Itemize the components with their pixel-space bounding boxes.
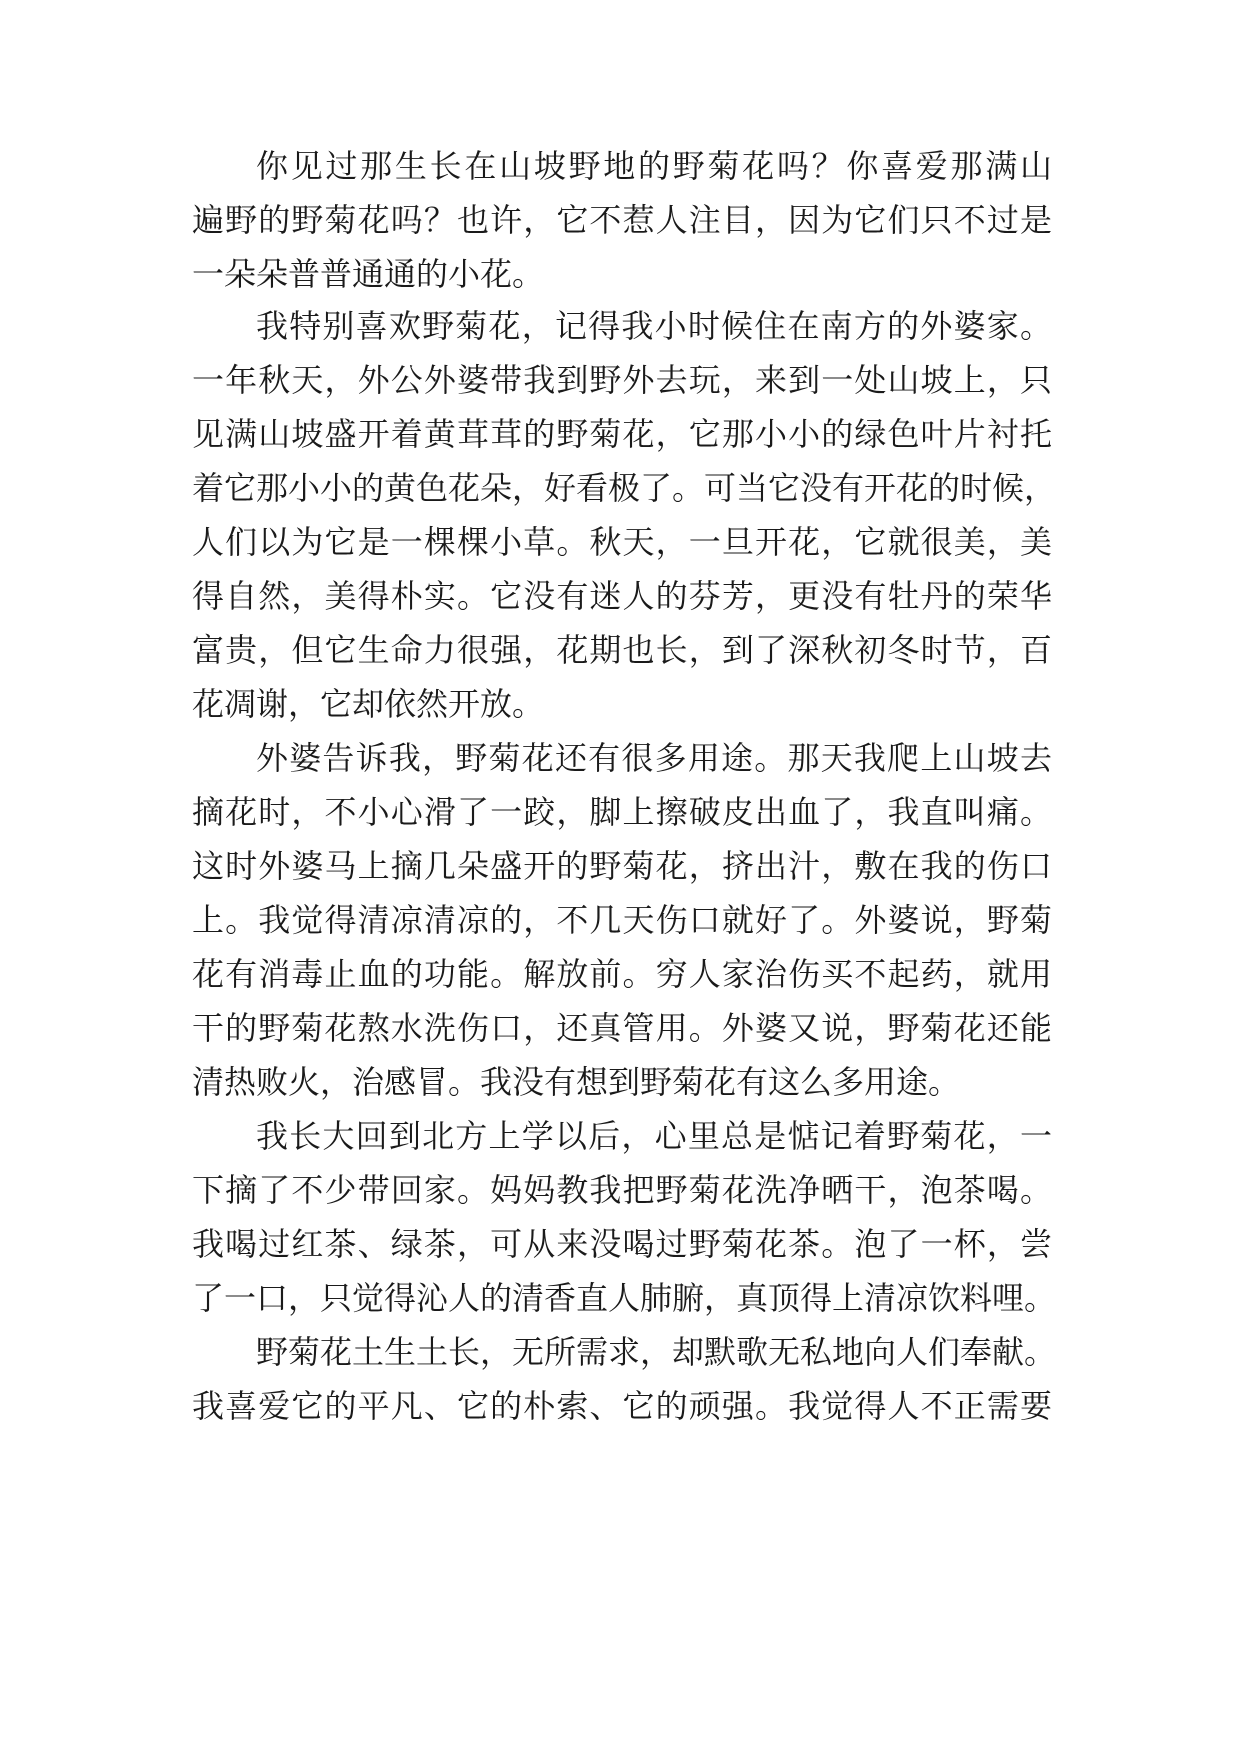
text-line: 着它那小小的黄色花朵，好看极了。可当它没有开花的时候， <box>192 469 1057 507</box>
text-line: 一朵朵普普通通的小花。 <box>192 255 545 293</box>
text-line: 我喝过红茶、绿茶，可从来没喝过野菊花茶。泡了一杯，尝 <box>192 1225 1052 1263</box>
text-line: 我长大回到北方上学以后，心里总是惦记着野菊花，一 <box>256 1117 1052 1155</box>
text-line: 花有消毒止血的功能。解放前。穷人家治伤买不起药，就用 <box>192 955 1052 993</box>
text-line: 我喜爱它的平凡、它的朴索、它的顽强。我觉得人不正需要 <box>192 1387 1052 1425</box>
text-line: 人们以为它是一棵棵小草。秋天，一旦开花，它就很美，美 <box>192 523 1052 561</box>
text-line: 摘花时，不小心滑了一跤，脚上擦破皮出血了，我直叫痛。 <box>192 793 1052 831</box>
text-line: 这时外婆马上摘几朵盛开的野菊花，挤出汁，敷在我的伤口 <box>192 847 1052 885</box>
text-line: 花凋谢，它却依然开放。 <box>192 685 545 723</box>
text-line: 得自然，美得朴实。它没有迷人的芬芳，更没有牡丹的荣华 <box>192 577 1052 615</box>
text-line: 外婆告诉我，野菊花还有很多用途。那天我爬上山坡去 <box>256 739 1052 777</box>
text-line: 了一口，只觉得沁人的清香直人肺腑，真顶得上清凉饮料哩。 <box>192 1279 1057 1317</box>
text-line: 见满山坡盛开着黄茸茸的野菊花，它那小小的绿色叶片衬托 <box>192 415 1052 453</box>
text-line: 干的野菊花熬水洗伤口，还真管用。外婆又说，野菊花还能 <box>192 1009 1052 1047</box>
text-line: 富贵，但它生命力很强，花期也长，到了深秋初冬时节，百 <box>192 631 1052 669</box>
text-line: 一年秋天，外公外婆带我到野外去玩，来到一处山坡上，只 <box>192 361 1052 399</box>
text-line: 遍野的野菊花吗？也许，它不惹人注目，因为它们只不过是 <box>192 201 1052 239</box>
text-line: 上。我觉得清凉清凉的，不几天伤口就好了。外婆说，野菊 <box>192 901 1052 939</box>
text-line: 下摘了不少带回家。妈妈教我把野菊花洗净晒干，泡茶喝。 <box>192 1171 1052 1209</box>
text-line: 你见过那生长在山坡野地的野菊花吗？你喜爱那满山 <box>256 147 1052 185</box>
text-line: 清热败火，治感冒。我没有想到野菊花有这么多用途。 <box>192 1063 961 1101</box>
text-line: 野菊花土生土长，无所需求，却默歌无私地向人们奉献。 <box>256 1333 1057 1371</box>
text-line: 我特别喜欢野菊花，记得我小时候住在南方的外婆家。 <box>256 307 1052 345</box>
